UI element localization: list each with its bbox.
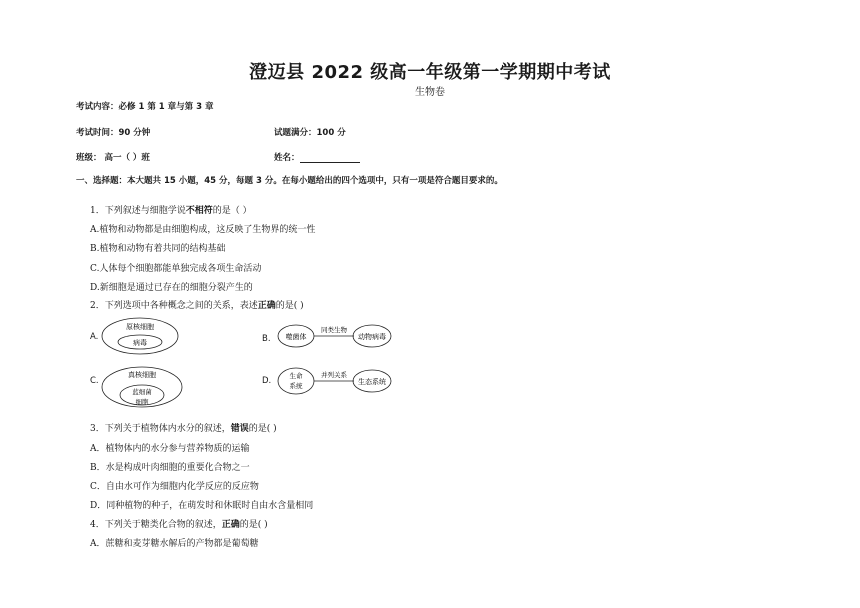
exam-content: 考试内容：必修 1 第 1 章与第 3 章: [76, 102, 214, 112]
diagram-b-link-label: 同类生物: [321, 326, 347, 334]
name-blank: [300, 153, 360, 163]
q2-label-b: B.: [262, 334, 271, 344]
q1-option-d: D.新细胞是通过已存在的细胞分裂产生的: [90, 283, 253, 293]
q3-suffix: 的是( ): [248, 424, 277, 434]
diagram-b: [276, 320, 394, 352]
question-3: [90, 421, 277, 434]
exam-score: 试题满分：100 分: [274, 128, 346, 138]
q1-option-b: B.植物和动物有着共同的结构基础: [90, 244, 226, 254]
q1-text: 1．下列叙述与细胞学说: [90, 206, 186, 216]
q1-emphasis: 不相符: [185, 206, 213, 216]
question-1: [90, 203, 252, 216]
diagram-b-right-label: 动物病毒: [358, 333, 386, 341]
section-heading: 一、选择题：本大题共 15 小题，45 分，每题 3 分。在每小题给出的四个选项中，只有一项是符合题目要求的。: [76, 176, 503, 186]
q3-emphasis: 错误: [230, 424, 249, 434]
q2-suffix: 的是( ): [275, 301, 304, 311]
q4-option-a: A．蔗糖和麦芽糖水解后的产物都是葡萄糖: [90, 539, 259, 549]
name-field: [274, 151, 360, 163]
exam-subtitle: 生物卷: [415, 87, 445, 98]
diagram-c-outer-label: 真核细胞: [128, 371, 156, 379]
name-label: 姓名：: [274, 153, 300, 163]
diagram-d-left-label-2: 系统: [289, 382, 303, 390]
q3-text: 3．下列关于植物体内水分的叙述，: [90, 424, 231, 434]
exam-title: 澄迈县 2022 级高一年级第一学期期中考试: [249, 62, 611, 83]
exam-time: 考试时间：90 分钟: [76, 128, 151, 138]
diagram-a-outer-label: 原核细胞: [126, 323, 154, 331]
diagram-d-link-label: 并列关系: [321, 371, 347, 379]
class-field: 班级： 高一（ ）班: [76, 153, 150, 163]
question-2: [90, 298, 304, 311]
diagram-d-right-label: 生态系统: [358, 378, 386, 386]
q3-option-a: A．植物体内的水分参与营养物质的运输: [90, 444, 250, 454]
q1-option-a: A.植物和动物都是由细胞构成，这反映了生物界的统一性: [90, 225, 316, 235]
q2-text: 2．下列选项中各种概念之间的关系，表述: [90, 301, 258, 311]
q1-suffix: 的是（ ）: [212, 206, 252, 216]
q2-emphasis: 正确: [257, 301, 276, 311]
diagram-d-left-label-1: 生命: [289, 372, 303, 380]
diagram-b-left-label: 噬菌体: [285, 333, 307, 341]
diagram-c-inner-label-2: 细胞: [135, 398, 149, 406]
q3-option-c: C．自由水可作为细胞内化学反应的反应物: [90, 482, 259, 492]
q3-option-d: D．同种植物的种子，在萌发时和休眠时自由水含量相同: [90, 501, 314, 511]
question-4: [90, 517, 268, 530]
q4-text: 4．下列关于糖类化合物的叙述，: [90, 520, 222, 530]
diagram-d: [276, 364, 394, 398]
diagram-a: [100, 316, 182, 356]
q2-label-d: D.: [262, 376, 272, 386]
diagram-a-inner-label: 病毒: [133, 339, 147, 347]
diagram-c: [100, 366, 184, 410]
q4-suffix: 的是( ): [239, 520, 268, 530]
q2-label-a: A.: [90, 332, 99, 342]
q3-option-b: B．水是构成叶肉细胞的重要化合物之一: [90, 463, 250, 473]
q2-label-c: C.: [90, 376, 99, 386]
diagram-c-inner-label-1: 蓝细菌: [132, 388, 152, 396]
q1-option-c: C.人体每个细胞都能单独完成各项生命活动: [90, 264, 262, 274]
q4-emphasis: 正确: [221, 520, 240, 530]
